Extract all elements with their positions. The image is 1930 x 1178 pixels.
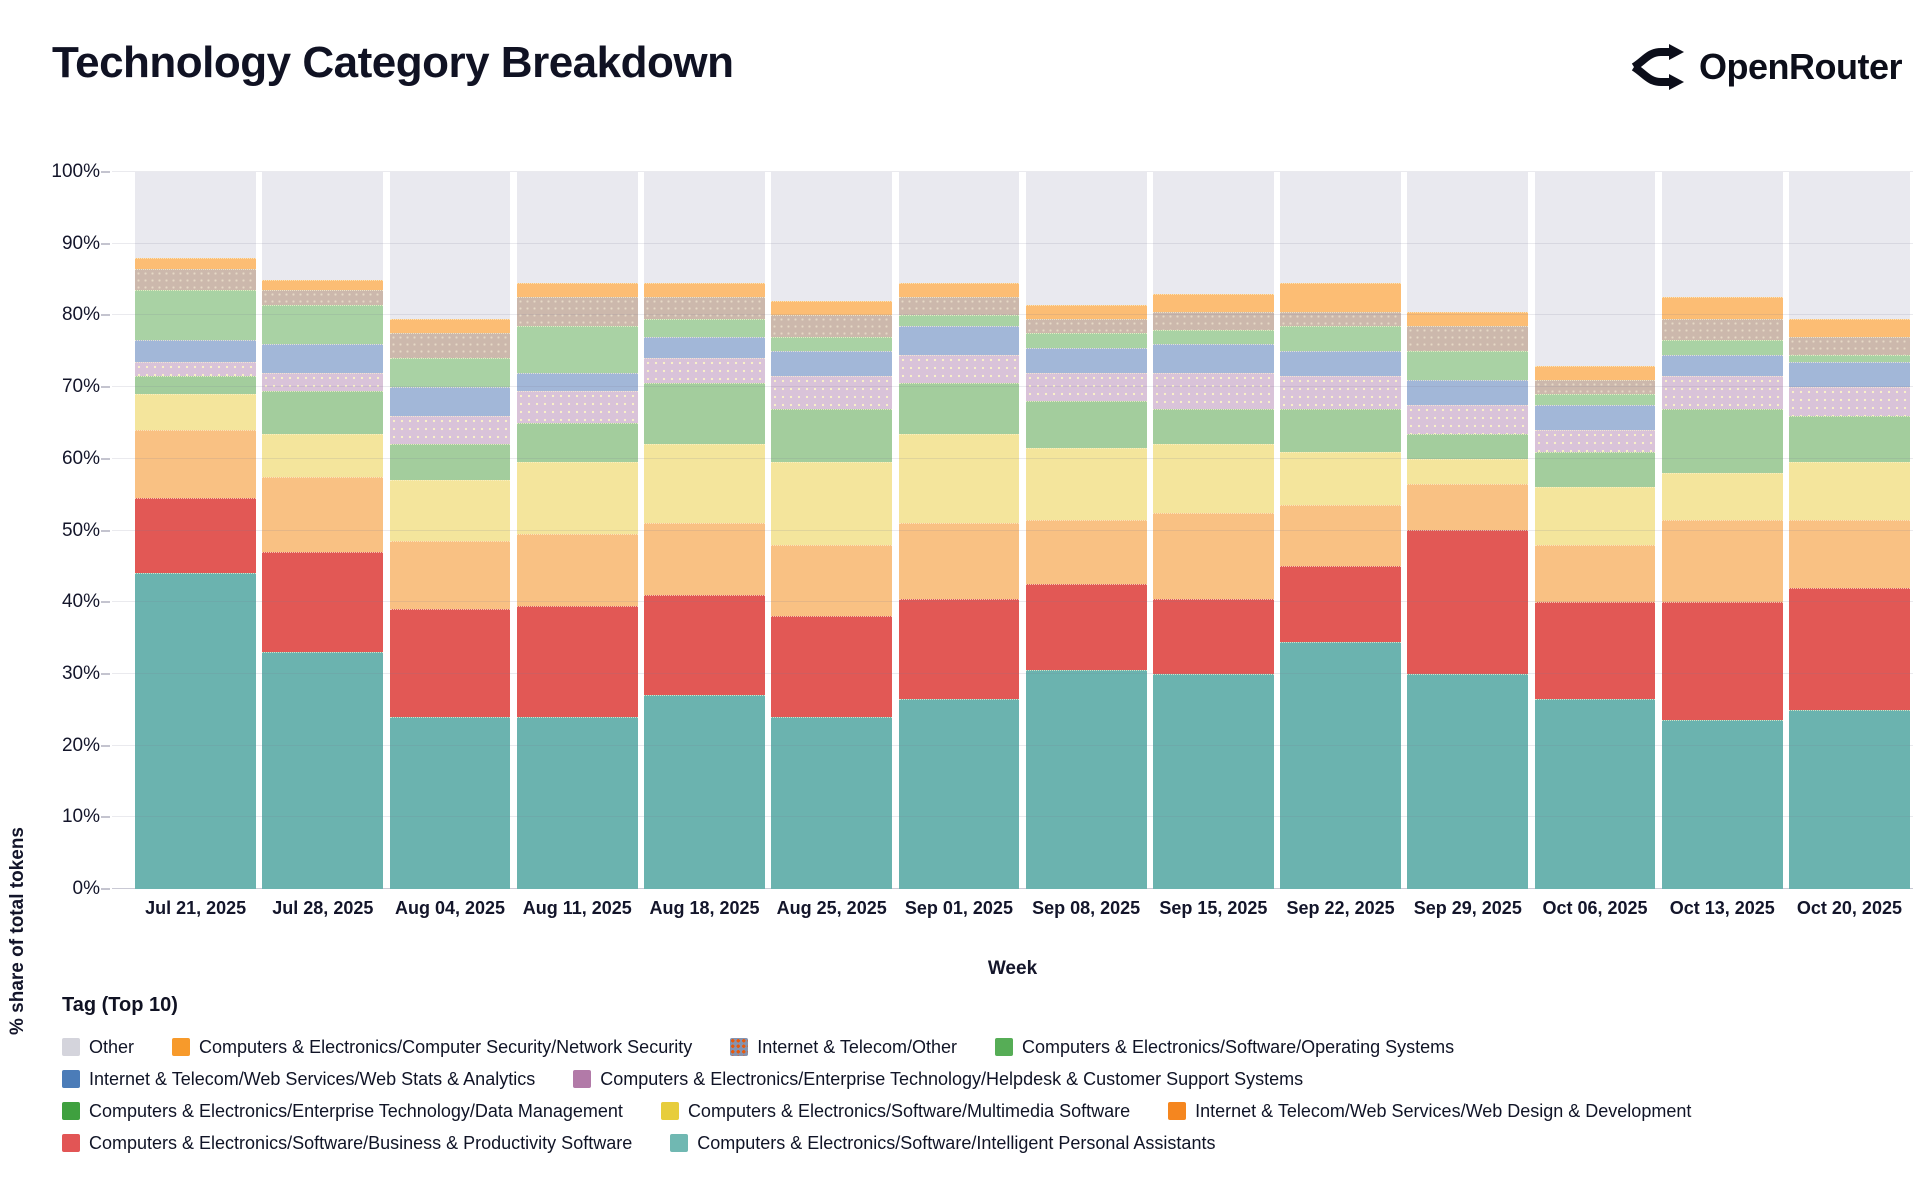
bar-segment-other[interactable] <box>1280 172 1401 283</box>
bar-segment-business_productivity[interactable] <box>390 609 511 717</box>
bar-segment-network_security[interactable] <box>899 283 1020 297</box>
legend-label: Internet & Telecom/Web Services/Web Design & Development <box>1195 1100 1692 1121</box>
bar-slot <box>514 172 641 889</box>
bar-aug-11-2025 <box>517 172 638 889</box>
bar-segment-multimedia[interactable] <box>644 444 765 523</box>
bar-segment-web_design[interactable] <box>517 534 638 606</box>
bar-oct-20-2025 <box>1789 172 1910 889</box>
bar-segment-network_security[interactable] <box>1280 283 1401 312</box>
bar-segment-operating_systems[interactable] <box>1026 333 1147 347</box>
bar-segment-helpdesk[interactable] <box>644 358 765 383</box>
bar-segment-multimedia[interactable] <box>135 394 256 430</box>
x-tick-label: Sep 15, 2025 <box>1159 898 1268 918</box>
legend-label: Computers & Electronics/Software/Multimedia Software <box>687 1100 1131 1121</box>
bar-segment-other[interactable] <box>644 172 765 283</box>
legend-swatch-personal_assistants <box>670 1134 688 1152</box>
legend-row <box>62 1031 1691 1063</box>
bar-segment-web_stats[interactable] <box>135 340 256 362</box>
bar-segment-other[interactable] <box>1535 172 1656 366</box>
legend-item-personal_assistants[interactable] <box>670 1133 1215 1154</box>
bar-segment-data_management[interactable] <box>1026 401 1147 448</box>
y-tick-mark <box>101 601 110 603</box>
legend-label: Computers & Electronics/Computer Security/Network Security <box>199 1036 693 1057</box>
bar-segment-operating_systems[interactable] <box>1280 326 1401 351</box>
bar-segment-data_management[interactable] <box>517 423 638 462</box>
bar-segment-operating_systems[interactable] <box>899 315 1020 326</box>
bar-slot <box>1023 172 1150 889</box>
bar-jul-28-2025 <box>262 172 383 889</box>
bar-segment-data_management[interactable] <box>135 376 256 394</box>
bar-segment-other[interactable] <box>390 172 511 319</box>
x-tick-label: Oct 06, 2025 <box>1542 898 1648 918</box>
bar-segment-operating_systems[interactable] <box>1662 340 1783 354</box>
bar-segment-business_productivity[interactable] <box>644 595 765 695</box>
x-tick-label: Aug 11, 2025 <box>522 898 632 918</box>
bar-segment-personal_assistants[interactable] <box>1026 670 1147 889</box>
bar-segment-it_other[interactable] <box>899 297 1020 315</box>
bar-segment-business_productivity[interactable] <box>135 498 256 573</box>
bar-segment-it_other[interactable] <box>1280 312 1401 326</box>
legend-label: Computers & Electronics/Software/Business & Productivity Software <box>89 1132 633 1153</box>
bar-segment-data_management[interactable] <box>771 409 892 463</box>
bar-segment-other[interactable] <box>1789 172 1910 319</box>
legend-item-multimedia[interactable] <box>661 1101 1130 1122</box>
bar-segment-network_security[interactable] <box>390 319 511 333</box>
bar-segment-personal_assistants[interactable] <box>1662 720 1783 888</box>
y-tick-label: 100% <box>51 161 100 182</box>
bar-segment-operating_systems[interactable] <box>1153 330 1274 344</box>
bar-segment-it_other[interactable] <box>771 315 892 337</box>
bar-segment-web_design[interactable] <box>644 523 765 595</box>
bar-segment-web_design[interactable] <box>771 545 892 617</box>
y-tick-label: 70% <box>61 376 100 398</box>
bar-segment-data_management[interactable] <box>262 391 383 434</box>
bar-segment-data_management[interactable] <box>1662 409 1783 474</box>
bar-segment-web_design[interactable] <box>1662 520 1783 602</box>
y-axis-title: % share of total tokens <box>7 827 28 1035</box>
y-tick-label: 0% <box>72 878 100 899</box>
bar-segment-helpdesk[interactable] <box>899 355 1020 384</box>
bar-segment-helpdesk[interactable] <box>390 416 511 445</box>
bar-segment-web_stats[interactable] <box>1535 405 1656 430</box>
bar-segment-it_other[interactable] <box>135 269 256 291</box>
bar-segment-it_other[interactable] <box>1789 337 1910 355</box>
bar-segment-business_productivity[interactable] <box>1026 584 1147 670</box>
y-tick-mark <box>101 888 110 890</box>
bar-segment-web_stats[interactable] <box>771 351 892 376</box>
bar-sep-08-2025 <box>1026 172 1147 889</box>
y-tick-label: 80% <box>61 304 100 326</box>
bar-segment-web_design[interactable] <box>899 523 1020 598</box>
legend-swatch-other <box>62 1038 80 1056</box>
legend-swatch-web_design <box>1168 1102 1186 1120</box>
bar-segment-web_design[interactable] <box>1535 545 1656 602</box>
page-title: Technology Category Breakdown <box>52 38 734 87</box>
bar-slot <box>641 172 768 889</box>
bar-aug-25-2025 <box>771 172 892 889</box>
bar-slot <box>768 172 895 889</box>
legend-row <box>62 1127 1691 1159</box>
bar-segment-operating_systems[interactable] <box>1407 351 1528 380</box>
bar-segment-operating_systems[interactable] <box>644 319 765 337</box>
bar-segment-helpdesk[interactable] <box>1662 376 1783 408</box>
bar-segment-personal_assistants[interactable] <box>1535 699 1656 889</box>
bar-segment-multimedia[interactable] <box>1407 459 1528 484</box>
stacked-bars <box>112 172 1913 889</box>
x-tick-label: Jul 21, 2025 <box>145 898 247 918</box>
legend-swatch-multimedia <box>661 1102 679 1120</box>
y-tick-label: 20% <box>61 734 100 756</box>
bar-segment-web_design[interactable] <box>1026 520 1147 585</box>
bar-segment-multimedia[interactable] <box>517 462 638 534</box>
legend-swatch-operating_systems <box>995 1038 1013 1056</box>
bar-segment-web_stats[interactable] <box>1789 362 1910 387</box>
bar-slot <box>259 172 386 889</box>
y-tick-mark <box>101 243 110 245</box>
bar-segment-web_stats[interactable] <box>1662 355 1783 377</box>
y-tick-label: 90% <box>61 232 100 254</box>
bar-segment-web_stats[interactable] <box>517 373 638 391</box>
bar-segment-data_management[interactable] <box>1535 452 1656 488</box>
bar-segment-web_design[interactable] <box>135 430 256 498</box>
x-tick-label: Sep 22, 2025 <box>1286 898 1395 918</box>
legend-swatch-business_productivity <box>62 1134 80 1152</box>
bar-segment-personal_assistants[interactable] <box>771 717 892 889</box>
x-tick-label: Aug 18, 2025 <box>649 898 760 918</box>
bar-segment-it_other[interactable] <box>1026 319 1147 333</box>
bar-segment-business_productivity[interactable] <box>1407 530 1528 673</box>
bar-slot <box>1786 172 1913 889</box>
legend-label: Computers & Electronics/Software/Operating Systems <box>1021 1036 1455 1057</box>
y-tick-mark <box>101 745 110 747</box>
legend-swatch-it_other <box>730 1038 748 1056</box>
bar-segment-it_other[interactable] <box>390 333 511 358</box>
bar-segment-data_management[interactable] <box>1407 434 1528 459</box>
bar-segment-helpdesk[interactable] <box>517 391 638 423</box>
bar-segment-network_security[interactable] <box>1789 319 1910 337</box>
bar-segment-it_other[interactable] <box>1153 312 1274 330</box>
bar-slot <box>895 172 1022 889</box>
bar-segment-other[interactable] <box>1662 172 1783 297</box>
legend-item-it_other[interactable] <box>730 1037 957 1058</box>
bar-segment-operating_systems[interactable] <box>517 326 638 373</box>
bar-segment-multimedia[interactable] <box>262 434 383 477</box>
bar-segment-web_design[interactable] <box>1407 484 1528 531</box>
bar-segment-network_security[interactable] <box>1535 366 1656 380</box>
bar-aug-18-2025 <box>644 172 765 889</box>
bar-segment-other[interactable] <box>899 172 1020 283</box>
bar-segment-network_security[interactable] <box>644 283 765 297</box>
bar-segment-it_other[interactable] <box>1407 326 1528 351</box>
bar-segment-web_design[interactable] <box>1153 513 1274 599</box>
y-tick-label: 30% <box>61 662 100 684</box>
bar-segment-multimedia[interactable] <box>1789 462 1910 519</box>
openrouter-logo-icon <box>1631 44 1685 90</box>
x-tick-label: Sep 08, 2025 <box>1032 898 1141 918</box>
bar-segment-web_stats[interactable] <box>644 337 765 359</box>
legend-row <box>62 1063 1691 1095</box>
bar-segment-network_security[interactable] <box>1407 312 1528 326</box>
bar-segment-personal_assistants[interactable] <box>390 717 511 889</box>
bar-aug-04-2025 <box>390 172 511 889</box>
bar-segment-data_management[interactable] <box>644 383 765 444</box>
bar-segment-data_management[interactable] <box>1280 409 1401 452</box>
bar-segment-data_management[interactable] <box>1789 416 1910 463</box>
bar-segment-multimedia[interactable] <box>390 480 511 541</box>
bar-segment-business_productivity[interactable] <box>262 552 383 652</box>
legend-item-web_stats[interactable] <box>62 1069 535 1090</box>
x-tick-label: Oct 13, 2025 <box>1669 898 1775 918</box>
y-tick-mark <box>101 530 110 532</box>
legend-row <box>62 1095 1691 1127</box>
bar-segment-web_stats[interactable] <box>899 326 1020 355</box>
bar-segment-helpdesk[interactable] <box>135 362 256 376</box>
bar-segment-multimedia[interactable] <box>1662 473 1783 520</box>
x-tick-label: Oct 20, 2025 <box>1796 898 1902 918</box>
legend-item-web_design[interactable] <box>1168 1101 1691 1122</box>
bar-sep-29-2025 <box>1407 172 1528 889</box>
brand-name: OpenRouter <box>1698 46 1902 87</box>
bar-segment-operating_systems[interactable] <box>135 290 256 340</box>
y-tick-label: 50% <box>61 519 100 541</box>
bar-segment-web_design[interactable] <box>1280 505 1401 566</box>
y-tick-label: 60% <box>61 447 100 469</box>
bar-sep-22-2025 <box>1280 172 1401 889</box>
bar-segment-it_other[interactable] <box>1535 380 1656 394</box>
bar-segment-other[interactable] <box>262 172 383 280</box>
bar-segment-it_other[interactable] <box>1662 319 1783 341</box>
plot-area <box>112 172 1913 889</box>
legend-label: Computers & Electronics/Enterprise Technology/Data Management <box>89 1100 623 1121</box>
bar-segment-data_management[interactable] <box>390 444 511 480</box>
legend <box>62 994 1691 1159</box>
y-tick-mark <box>101 816 110 818</box>
legend-swatch-network_security <box>172 1038 190 1056</box>
y-tick-mark <box>101 458 110 460</box>
bar-segment-network_security[interactable] <box>262 280 383 291</box>
bar-segment-network_security[interactable] <box>1153 294 1274 312</box>
y-tick-mark <box>101 673 110 675</box>
bar-segment-multimedia[interactable] <box>1535 487 1656 544</box>
bar-slot <box>1531 172 1658 889</box>
bar-slot <box>1150 172 1277 889</box>
x-axis-tick-labels <box>112 898 1913 919</box>
y-tick-mark <box>101 171 110 173</box>
bar-segment-business_productivity[interactable] <box>517 606 638 717</box>
bar-segment-network_security[interactable] <box>1662 297 1783 319</box>
bar-segment-business_productivity[interactable] <box>1280 566 1401 641</box>
bar-segment-it_other[interactable] <box>644 297 765 319</box>
bar-segment-operating_systems[interactable] <box>1535 394 1656 405</box>
bar-segment-personal_assistants[interactable] <box>135 573 256 888</box>
bar-segment-data_management[interactable] <box>899 383 1020 433</box>
bar-segment-personal_assistants[interactable] <box>1789 710 1910 889</box>
bar-segment-other[interactable] <box>771 172 892 301</box>
bar-segment-web_stats[interactable] <box>1280 351 1401 376</box>
bar-segment-personal_assistants[interactable] <box>517 717 638 889</box>
bar-segment-other[interactable] <box>135 172 256 258</box>
bar-segment-personal_assistants[interactable] <box>1280 642 1401 889</box>
bar-segment-other[interactable] <box>517 172 638 283</box>
bar-segment-network_security[interactable] <box>771 301 892 315</box>
bar-jul-21-2025 <box>135 172 256 889</box>
legend-item-network_security[interactable] <box>172 1037 692 1058</box>
bar-segment-network_security[interactable] <box>517 283 638 297</box>
bar-segment-personal_assistants[interactable] <box>262 652 383 889</box>
legend-title: Tag (Top 10) <box>62 994 178 1016</box>
bar-segment-network_security[interactable] <box>135 258 256 269</box>
x-tick-label: Jul 28, 2025 <box>272 898 374 918</box>
x-axis-title: Week <box>987 958 1038 979</box>
bar-segment-business_productivity[interactable] <box>899 599 1020 699</box>
bar-slot <box>1404 172 1531 889</box>
y-tick-mark <box>101 314 110 316</box>
bar-sep-15-2025 <box>1153 172 1274 889</box>
bar-slot <box>1659 172 1786 889</box>
bar-segment-business_productivity[interactable] <box>1789 588 1910 710</box>
bar-segment-multimedia[interactable] <box>1153 444 1274 512</box>
x-tick-label: Aug 25, 2025 <box>776 898 887 918</box>
bar-slot <box>132 172 259 889</box>
legend-label: Internet & Telecom/Other <box>757 1036 957 1057</box>
legend-label: Other <box>89 1036 135 1057</box>
bar-slot <box>1277 172 1404 889</box>
bar-segment-other[interactable] <box>1407 172 1528 312</box>
legend-swatch-helpdesk <box>573 1070 591 1088</box>
bar-segment-business_productivity[interactable] <box>771 616 892 716</box>
bar-slot <box>386 172 513 889</box>
bar-segment-other[interactable] <box>1153 172 1274 294</box>
legend-item-business_productivity[interactable] <box>62 1133 632 1154</box>
bar-segment-business_productivity[interactable] <box>1535 602 1656 699</box>
y-tick-label: 40% <box>61 591 100 613</box>
bar-segment-operating_systems[interactable] <box>390 358 511 387</box>
legend-item-data_management[interactable] <box>62 1101 623 1122</box>
bar-segment-helpdesk[interactable] <box>1026 373 1147 402</box>
legend-item-other[interactable] <box>62 1037 134 1058</box>
bar-segment-helpdesk[interactable] <box>1280 376 1401 408</box>
x-tick-label: Sep 01, 2025 <box>904 898 1013 918</box>
bar-segment-web_design[interactable] <box>390 541 511 609</box>
legend-label: Computers & Electronics/Enterprise Technology/Helpdesk & Customer Support Systems <box>600 1068 1304 1089</box>
bar-segment-personal_assistants[interactable] <box>1153 674 1274 889</box>
legend-rows <box>62 1031 1691 1159</box>
bar-sep-01-2025 <box>899 172 1020 889</box>
bar-segment-web_stats[interactable] <box>390 387 511 416</box>
bar-segment-helpdesk[interactable] <box>1789 387 1910 416</box>
bar-segment-data_management[interactable] <box>1153 409 1274 445</box>
y-axis-ticks <box>0 161 100 899</box>
bar-segment-multimedia[interactable] <box>1280 452 1401 506</box>
bar-segment-business_productivity[interactable] <box>1662 602 1783 720</box>
bar-oct-13-2025 <box>1662 172 1783 889</box>
bar-segment-other[interactable] <box>1026 172 1147 305</box>
legend-item-helpdesk[interactable] <box>573 1069 1303 1090</box>
legend-label: Internet & Telecom/Web Services/Web Stats & Analytics <box>89 1068 536 1089</box>
y-tick-mark <box>101 386 110 388</box>
legend-swatch-data_management <box>62 1102 80 1120</box>
bar-segment-network_security[interactable] <box>1026 305 1147 319</box>
legend-swatch-web_stats <box>62 1070 80 1088</box>
legend-item-operating_systems[interactable] <box>995 1037 1454 1058</box>
bar-segment-multimedia[interactable] <box>899 434 1020 524</box>
bar-segment-helpdesk[interactable] <box>262 373 383 391</box>
bar-segment-personal_assistants[interactable] <box>644 695 765 889</box>
y-tick-label: 10% <box>61 806 100 828</box>
bar-segment-helpdesk[interactable] <box>1407 405 1528 434</box>
bar-segment-helpdesk[interactable] <box>1535 430 1656 452</box>
bar-segment-web_design[interactable] <box>1789 520 1910 588</box>
bar-oct-06-2025 <box>1535 172 1656 889</box>
bar-segment-operating_systems[interactable] <box>771 337 892 351</box>
bar-segment-business_productivity[interactable] <box>1153 599 1274 674</box>
bar-segment-multimedia[interactable] <box>1026 448 1147 520</box>
bar-segment-helpdesk[interactable] <box>1153 373 1274 409</box>
bar-segment-operating_systems[interactable] <box>1789 355 1910 362</box>
bar-segment-it_other[interactable] <box>517 297 638 326</box>
bar-segment-helpdesk[interactable] <box>771 376 892 408</box>
bar-segment-it_other[interactable] <box>262 290 383 304</box>
bar-segment-web_stats[interactable] <box>1026 348 1147 373</box>
bar-segment-personal_assistants[interactable] <box>899 699 1020 889</box>
bar-segment-multimedia[interactable] <box>771 462 892 544</box>
openrouter-brand[interactable] <box>1631 44 1902 90</box>
bar-segment-web_stats[interactable] <box>1153 344 1274 373</box>
bar-segment-web_stats[interactable] <box>1407 380 1528 405</box>
x-tick-label: Aug 04, 2025 <box>395 898 506 918</box>
legend-label: Computers & Electronics/Software/Intelligent Personal Assistants <box>697 1132 1216 1153</box>
x-tick-label: Sep 29, 2025 <box>1413 898 1522 918</box>
bar-segment-web_design[interactable] <box>262 477 383 552</box>
bar-segment-web_stats[interactable] <box>262 344 383 373</box>
bar-segment-operating_systems[interactable] <box>262 305 383 344</box>
bar-segment-personal_assistants[interactable] <box>1407 674 1528 889</box>
